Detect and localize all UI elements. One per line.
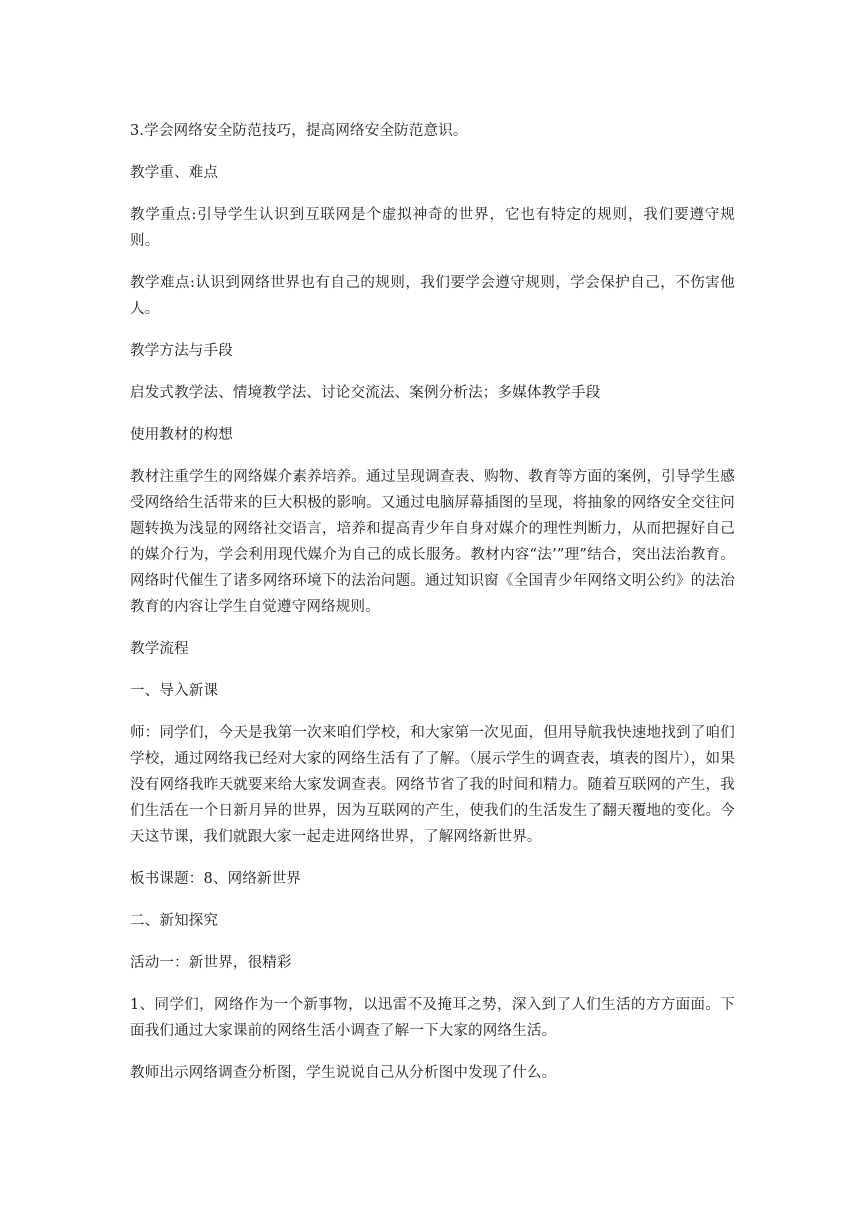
heading-key-difficult-points: 教学重、难点 — [130, 165, 219, 181]
textbook-concept-text: 教材注重学生的网络媒介素养培养。通过呈现调查表、购物、教育等方面的案例，引导学生感受网络给生活带来的巨大积极的影响。又通过电脑屏幕插图的呈现，将抽象的网络安全交往问题转换为浅显的网络社交语言，培养和提高青少年自身对媒介的理性判断力，从而把握好自己的媒介行为，学会利用现代媒介为自己的成长服务。教材内容“法’”理”结合，突出法治教育。网络时代催生了诸多网络环境下的法治问题。通过知识窗《全国青少年网络文明公约》的法治教育的内容让学生自觉遵守网络规则。 — [130, 469, 735, 615]
teacher-shows-chart-text: 教师出示网络调查分析图，学生说说自己从分析图中发现了什么。 — [130, 1065, 557, 1081]
heading-methods: 教学方法与手段 — [130, 343, 233, 359]
key-point-text: 教学重点:引导学生认识到互联网是个虚拟神奇的世界，它也有特定的规则，我们要遵守规则。 — [130, 207, 735, 249]
activity-one-step-1: 1、同学们，网络作为一个新事物，以迅雷不及掩耳之势，深入到了人们生活的方方面面。下面我们通过大家课前的网络生活小调查了解一下大家的网络生活。 — [130, 997, 735, 1039]
section-introduction: 一、导入新课 — [130, 683, 219, 699]
activity-one-title: 活动一：新世界，很精彩 — [130, 955, 292, 971]
document-page — [130, 118, 735, 1086]
section-new-knowledge: 二、新知探究 — [130, 913, 219, 929]
teacher-intro-text: 师：同学们，今天是我第一次来咱们学校，和大家第一次见面，但用导航我快速地找到了咱们学校，通过网络我已经对大家的网络生活有了了解。（展示学生的调查表，填表的图片），如果没有网络我昨天就要来给大家发调查表。网络节省了我的时间和精力。随着互联网的产生，我们生活在一个日新月异的世界，因为互联网的产生，使我们的生活发生了翻天覆地的变化。今天这节课，我们就跟大家一起走进网络世界，了解网络新世界。 — [130, 725, 735, 845]
objective-3: 3.学会网络安全防范技巧，提高网络安全防范意识。 — [130, 123, 468, 139]
heading-textbook-concept: 使用教材的构想 — [130, 427, 233, 443]
heading-teaching-process: 教学流程 — [130, 641, 189, 657]
methods-text: 启发式教学法、情境教学法、讨论交流法、案例分析法；多媒体教学手段 — [130, 385, 601, 401]
blackboard-title: 板书课题：8、网络新世界 — [130, 871, 302, 887]
difficult-point-text: 教学难点:认识到网络世界也有自己的规则，我们要学会遵守规则，学会保护自己，不伤害他人。 — [130, 275, 735, 317]
